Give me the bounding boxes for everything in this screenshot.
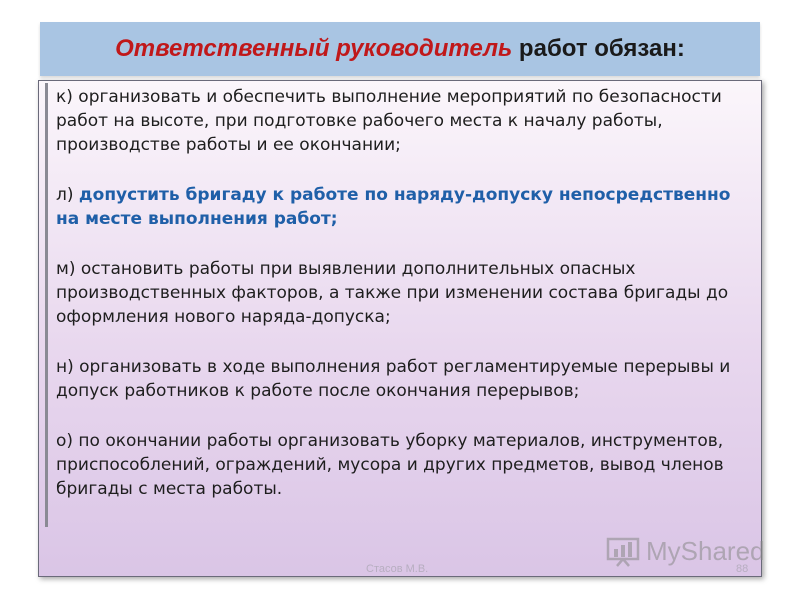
paragraph-n: н) организовать в ходе выполнения работ регламентируемые перерывы и допуск работников к работе после окончания перерывов; bbox=[56, 357, 731, 401]
slide-title bbox=[115, 35, 685, 63]
content-box bbox=[38, 80, 762, 577]
paragraph-k: к) организовать и обеспечить выполнение мероприятий по безопасности работ на высоте, при подготовке рабочего места к началу работы, производстве работы и ее окончании; bbox=[56, 87, 722, 155]
footer-author: Стасов М.В. bbox=[366, 563, 429, 575]
content-body bbox=[45, 83, 755, 527]
title-bar bbox=[40, 22, 760, 76]
watermark-text: MyShared bbox=[646, 536, 765, 566]
paragraph-l-highlight: допустить бригаду к работе по наряду-допуску непосредственно на месте выполнения работ; bbox=[56, 185, 731, 229]
paragraph-l bbox=[56, 183, 755, 231]
paragraph-l-prefix: л) bbox=[56, 185, 79, 205]
title-rest: работ обязан: bbox=[512, 35, 685, 62]
watermark bbox=[606, 536, 765, 567]
paragraph-m: м) остановить работы при выявлении дополнительных опасных производственных факторов, а также при изменении состава бригады до оформления нового наряда-допуска; bbox=[56, 259, 729, 327]
page-number: 88 bbox=[736, 563, 749, 575]
presentation-chart-icon bbox=[606, 537, 640, 567]
paragraph-o: о) по окончании работы организовать уборку материалов, инструментов, приспособлений, ограждений, мусора и других предметов, вывод членов бригады с места работы. bbox=[56, 431, 724, 499]
title-accent: Ответственный руководитель bbox=[115, 35, 513, 62]
